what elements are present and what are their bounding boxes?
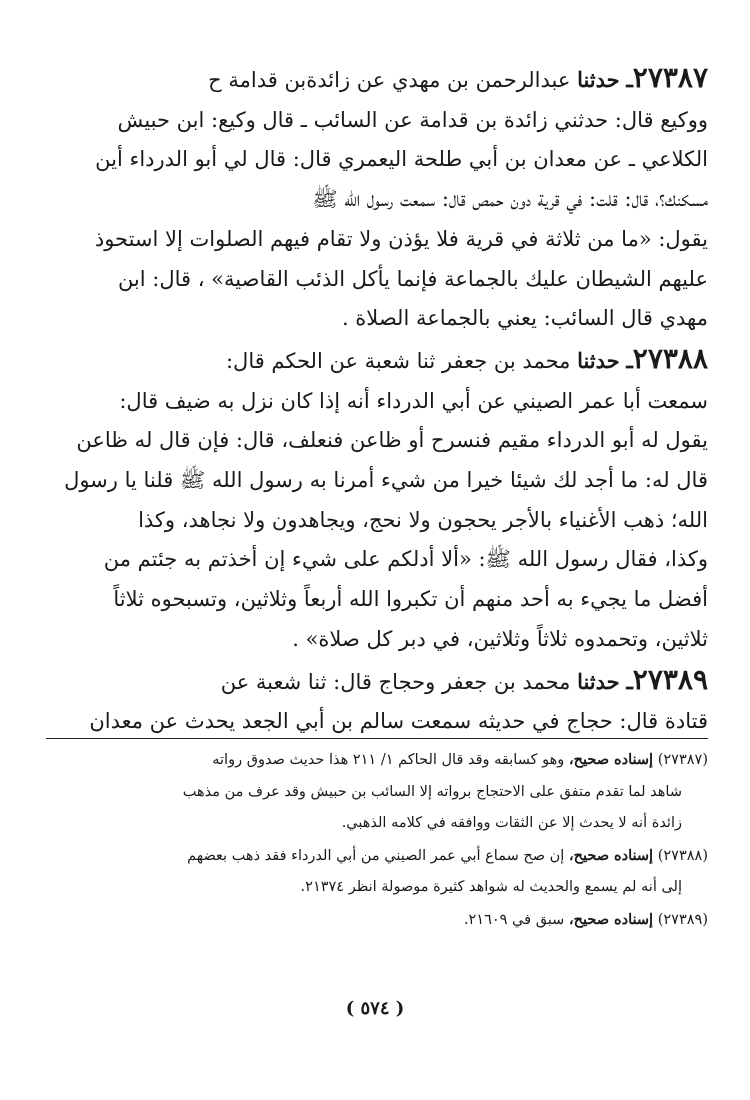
footnote-27388 [46, 840, 708, 904]
hadith-dash: ـ [626, 347, 633, 374]
hadith-line: سمعت أبا عمر الصيني عن أبي الدرداء أنه إذا كان نزل به ضيف قال: [119, 388, 708, 413]
footnote-27387 [46, 744, 708, 840]
hadith-line: الكلاعي ـ عن معدان بن أبي طلحة اليعمري قال: قال لي أبو الدرداء أين [95, 147, 708, 172]
hadith-first-line [42, 58, 708, 101]
hadith-keyword: حدثنا [577, 668, 620, 694]
hadith-number: ٢٧٣٨٧ [632, 61, 708, 94]
footnote-line: شاهد لما تقدم متفق على الاحتجاج برواته إلا السائب بن حبيش وقد عرف من مذهب [182, 783, 682, 800]
footnote-line: زائدة أنه لا يحدث إلا عن الثقات ووافقه في كلامه الذهبي. [341, 815, 682, 831]
hadith-number: ٢٧٣٨٩ [632, 662, 708, 696]
hadith-line: ووكيع قال: حدثني زائدة بن قدامة عن السائب ـ قال وكيع: ابن حبيش [117, 107, 708, 132]
footnote-ref: (٢٧٣٨٨) [657, 847, 708, 864]
footnote-text: إن صح سماع أبي عمر الصيني من أبي الدرداء فقد ذهب بعضهم [187, 847, 569, 864]
footnote-label: إسناده صحيح، [568, 846, 654, 864]
footnote-first-line [46, 840, 708, 873]
hadith-line: ثلاثين، وتحمدوه ثلاثاً وثلاثين، في دبر كل صلاة» . [292, 626, 708, 651]
hadith-line: يقول له أبو الدرداء مقيم فنسرح أو ظاعن فنعلف، قال: فإن قال له ظاعن [76, 428, 708, 453]
hadith-line: يقول: «ما من ثلاثة في قرية فلا يؤذن ولا تقام فيهم الصلوات إلا استحوذ [94, 226, 708, 251]
footnote-ref: (٢٧٣٨٩) [657, 911, 708, 928]
footnote-label: إسناده صحيح، [568, 910, 654, 928]
hadith-first-line [42, 660, 708, 703]
footnote-27389 [46, 904, 708, 937]
hadith-line: قتادة قال: حجاج في حديثه سمعت سالم بن أبي الجعد يحدث عن معدان [89, 709, 708, 734]
hadith-line: أفضل ما يجيء به أحد منهم أن تكبروا الله أربعاً وثلاثين، وتسبحوه ثلاثاً [113, 587, 708, 612]
hadith-keyword: حدثنا [577, 347, 620, 373]
hadith-keyword: حدثنا [577, 67, 620, 92]
footnote-ref: (٢٧٣٨٧) [657, 752, 708, 768]
footnotes [46, 744, 708, 936]
hadith-line: قال له: ما أجد لك شيئا خيرا من شيء أمرنا به رسول الله ﷺ قلنا يا رسول [64, 468, 708, 493]
hadith-27387 [42, 58, 708, 339]
hadith-27389 [42, 660, 708, 742]
main-text [42, 58, 708, 742]
hadith-line: مسكنك؟، قال: قلت: في قرية دون حمص قال: سمعت رسول الله ﷺ [312, 187, 708, 212]
footnote-divider [46, 738, 708, 739]
hadith-line: عليهم الشيطان عليك بالجماعة فإنما يأكل الذئب القاصية» ، قال: ابن [117, 266, 708, 291]
page-number: ( ٥٧٤ ) [345, 998, 405, 1019]
footnote-label: إسناده صحيح، [568, 751, 654, 768]
hadith-first-line [42, 339, 708, 382]
footnote-first-line [46, 904, 708, 937]
hadith-dash: ـ [626, 668, 633, 695]
hadith-27388 [42, 339, 708, 660]
hadith-first-line-text: عبدالرحمن بن مهدي عن زائدةبن قدامة ح [208, 68, 578, 92]
hadith-first-line-text: محمد بن جعفر ثنا شعبة عن الحكم قال: [225, 348, 578, 373]
hadith-number: ٢٧٣٨٨ [632, 341, 708, 375]
footnote-text: سبق في ٢١٦٠٩. [463, 911, 569, 928]
footnote-line: إلى أنه لم يسمع والحديث له شواهد كثيرة موصولة انظر ٢١٣٧٤. [300, 879, 682, 895]
hadith-line: مهدي قال السائب: يعني بالجماعة الصلاة . [341, 306, 708, 331]
hadith-dash: ـ [626, 67, 633, 93]
hadith-first-line-text: محمد بن جعفر وحجاج قال: ثنا شعبة عن [220, 669, 578, 694]
footnote-first-line [46, 744, 708, 777]
hadith-line: وكذا، فقال رسول الله ﷺ: «ألا أدلكم على شيء إن أخذتم به جئتم من [103, 547, 708, 572]
footnote-text: وهو كسابقه وقد قال الحاكم ١/ ٢١١ هذا حديث صدوق رواته [212, 752, 569, 768]
hadith-line: الله؛ ذهب الأغنياء بالأجر يحجون ولا نحج، ويجاهدون ولا نجاهد، وكذا [138, 507, 708, 532]
